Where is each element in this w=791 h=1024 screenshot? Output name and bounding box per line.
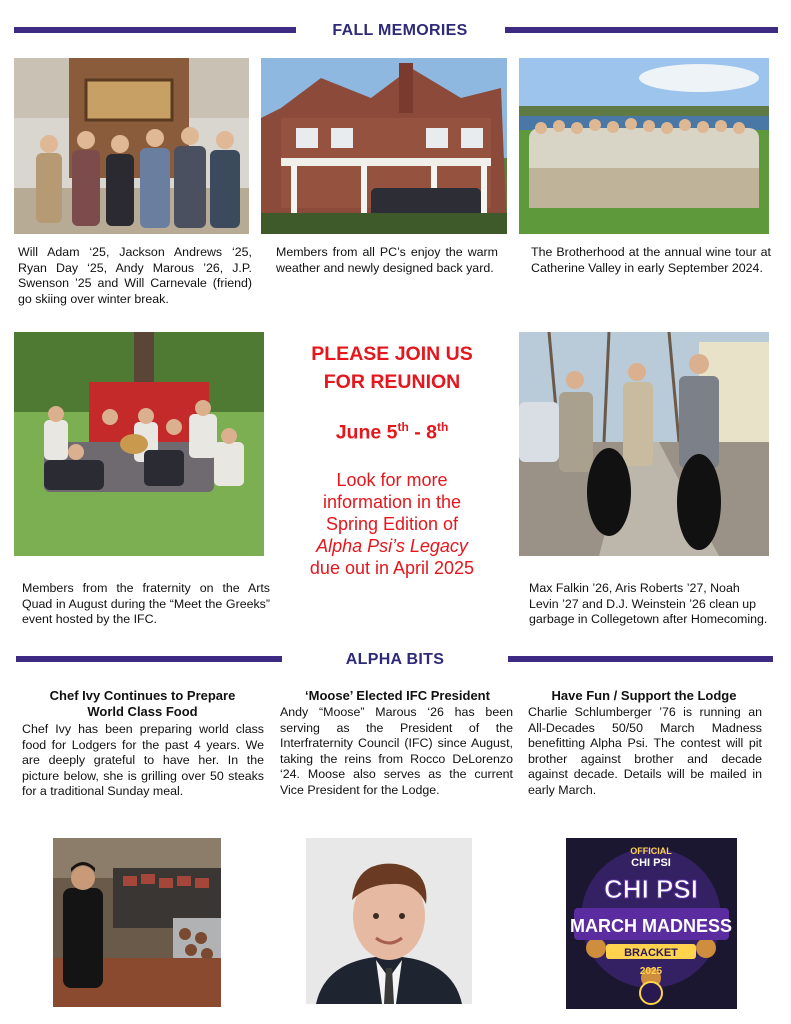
reunion-more-line: Spring Edition of [325,513,459,534]
support-lodge-headline: Have Fun / Support the Lodge [551,688,737,703]
reunion-more-line: due out in April 2025 [309,557,475,578]
reunion-dates [278,420,506,445]
fall-memories-title: FALL MEMORIES [332,22,468,39]
photo-arts-quad [14,332,264,556]
reunion-more-line: information in the [322,491,462,512]
reunion-announcement [278,340,506,579]
photo-moose-portrait [306,838,472,1004]
section-rule-left [14,27,296,33]
bracket-logo-big-title: CHI PSI [604,874,698,904]
photo-wine-tour [519,58,769,234]
reunion-date-end: - 8 [408,421,437,444]
caption-cleanup: Max Falkin ’26, Aris Roberts ’27, Noah Levin ’27 and D.J. Weinstein ’26 clean up garbage in Collegetown after Homecoming. [529,581,768,626]
reunion-date-start: June 5 [335,421,398,444]
caption-wine-tour: The Brotherhood at the annual wine tour at Catherine Valley in early September 2024. [531,245,771,275]
section-rule-right [508,656,773,662]
bracket-logo-small-title: CHI PSI [631,857,671,869]
chef-ivy-body: Chef Ivy has been preparing world class food for Lodgers for the past 4 years. We are deeply grateful to have her. In the picture below, she is grilling over 50 steaks for a traditional Sunday meal. [22,722,264,799]
photo-chef-ivy [53,838,221,1007]
reunion-heading-line1: PLEASE JOIN US [311,343,473,365]
bracket-logo-march-madness: MARCH MADNESS [570,916,732,936]
caption-arts-quad: Members from the fraternity on the Arts Quad in August during the “Meet the Greeks” event hosted by the IFC. [22,581,270,626]
photo-cleanup [519,332,769,556]
photo-ski-group [14,58,249,234]
reunion-date-start-suffix: th [397,420,409,434]
bracket-logo-year: 2025 [639,966,663,977]
reunion-publication-name: Alpha Psi’s Legacy [316,535,468,556]
reunion-date-end-suffix: th [436,420,449,434]
section-rule-left [16,656,282,662]
caption-ski-group: Will Adam ‘25, Jackson Andrews ‘25, Ryan Day ‘25, Andy Marous ’26, J.P. Swenson ’25 and Will Carnevale (friend) go skiing over winter break. [18,245,252,306]
chef-ivy-headline: Chef Ivy Continues to Prepare World Class Food [49,688,236,719]
march-madness-bracket-logo [566,838,737,1009]
bracket-logo-official-text: OFFICIAL [630,846,672,856]
reunion-heading-line2: FOR REUNION [323,371,461,393]
reunion-more-line: Look for more [336,469,448,490]
bracket-logo-bracket-label: BRACKET [624,947,678,959]
moose-body: Andy “Moose” Marous ‘26 has been serving as the President of the Interfraternity Council (IFC) since August, taking the reins from Rocco DeLorenzo ‘24. Moose also serves as the current Vice President for the Lodge. [280,705,513,797]
section-rule-right [505,27,778,33]
support-lodge-body: Charlie Schlumberger ’76 is running an All-Decades 50/50 March Madness benefitting Alpha Psi. The contest will pit brother against brother and decade against decade. Details will be mailed in early March. [528,705,762,797]
caption-house-backyard: Members from all PC’s enjoy the warm weather and newly designed back yard. [276,245,498,275]
moose-headline: ‘Moose’ Elected IFC President [305,688,490,703]
reunion-more-info [278,469,506,579]
photo-house-backyard [261,58,507,234]
alpha-bits-title: ALPHA BITS [345,651,445,668]
